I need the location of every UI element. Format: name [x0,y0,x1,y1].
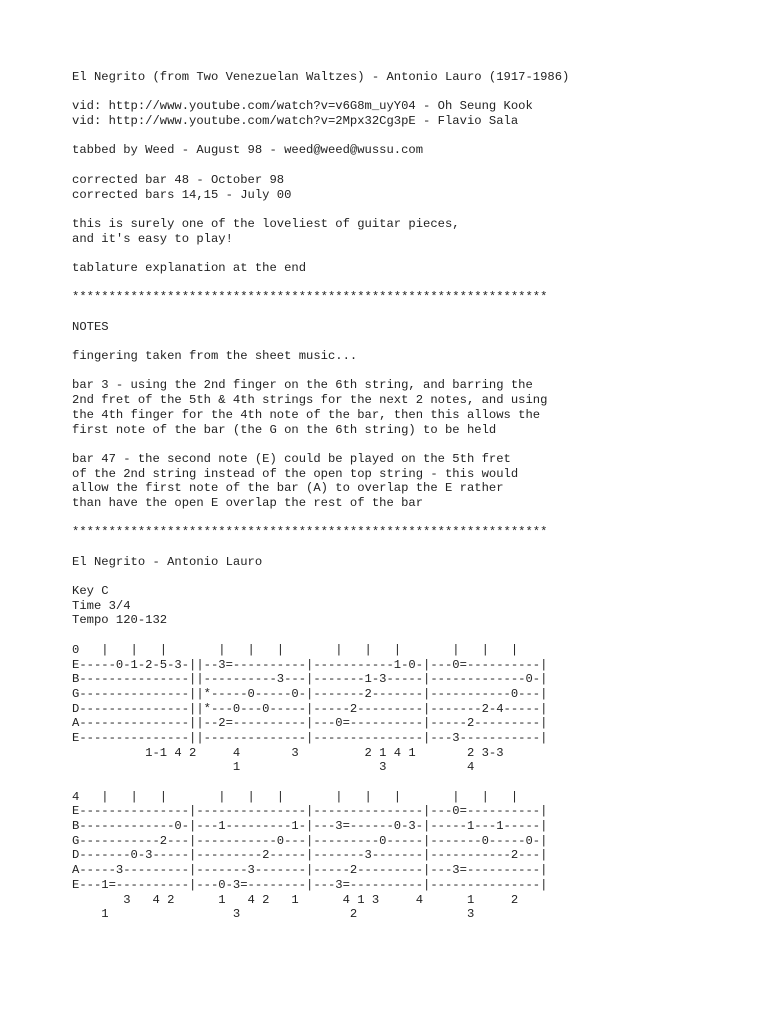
tab-string-line: D---------------||*---0---0-----|-----2---------|-------2-4-----| [72,701,548,716]
separator-line: ***************************************************************** [72,525,548,540]
blank-line [72,246,762,261]
bar3-note-line: 2nd fret of the 5th & 4th strings for the next 2 notes, and using [72,393,548,408]
bar3-note-line: the 4th finger for the 4th note of the bar, then this allows the [72,407,541,422]
blank-line [72,437,762,452]
tab-string-line: E-----0-1-2-5-3-||--3=----------|-----------1-0-|---0=----------| [72,657,548,672]
bar3-note-line: first note of the bar (the G on the 6th string) to be held [72,422,497,437]
tabbed-by-line: tabbed by Weed - August 98 - weed@weed@wussu.com [72,143,424,158]
tab-string-line: A---------------||--2=----------|---0=----------|-----2---------| [72,716,548,731]
tab-count-line: 0 | | | | | | | | | | | | [72,642,519,657]
explanation-note: tablature explanation at the end [72,260,307,275]
blank-line [72,85,762,100]
fingering-line: 3 4 2 1 4 2 1 4 1 3 4 1 2 [72,892,519,907]
blank-line [72,305,762,320]
fingering-line: 1 3 4 [72,760,475,775]
piece-title: El Negrito - Antonio Lauro [72,554,263,569]
tempo-line: Tempo 120-132 [72,613,168,628]
blank-line [72,540,762,555]
tab-count-line: 4 | | | | | | | | | | | | [72,789,519,804]
blank-line [72,511,762,526]
piece-full-title: El Negrito (from Two Venezuelan Waltzes) - Antonio Lauro (1917-1986) [72,70,570,84]
tab-string-line: A-----3---------|-------3-------|-----2---------|---3=----------| [72,863,548,878]
tab-string-line: G-----------2---|-----------0---|---------0-----|-------0-----0-| [72,833,548,848]
blank-line [72,775,762,790]
tab-string-line: E---------------|---------------|---------------|---0=----------| [72,804,548,819]
intro-line: this is surely one of the loveliest of guitar pieces, [72,216,460,231]
intro-line: and it's easy to play! [72,231,233,246]
tab-string-line: G---------------||*-----0-----0-|-------2-------|-----------0---| [72,686,548,701]
video-link-1: vid: http://www.youtube.com/watch?v=v6G8m_uyY04 - Oh Seung Kook [72,99,533,114]
blank-line [72,334,762,349]
correction-line: corrected bars 14,15 - July 00 [72,187,292,202]
notes-heading: NOTES [72,319,109,334]
key-line: Key C [72,584,109,599]
tab-string-line: E---1=----------|---0-3=--------|---3=----------|---------------| [72,877,548,892]
fingering-line: 1-1 4 2 4 3 2 1 4 1 2 3-3 [72,745,504,760]
bar47-note-line: of the 2nd string instead of the open top string - this would [72,466,519,481]
tab-string-line: E---------------||--------------|---------------|---3-----------| [72,730,548,745]
fingering-line: 1 3 2 3 [72,907,475,922]
tab-string-line: B-------------0-|---1---------1-|---3=------0-3-|-----1---1-----| [72,819,548,834]
bar47-note-line: allow the first note of the bar (A) to overlap the E rather [72,481,504,496]
blank-line [72,276,762,291]
tab-string-line: B---------------||----------3---|-------1-3-----|-------------0-| [72,672,548,687]
fingering-intro: fingering taken from the sheet music... [72,349,358,364]
tab-document [72,70,762,922]
blank-line [72,569,762,584]
bar47-note-line: than have the open E overlap the rest of the bar [72,495,424,510]
blank-line [72,129,762,144]
separator-line: ***************************************************************** [72,290,548,305]
video-link-2: vid: http://www.youtube.com/watch?v=2Mpx32Cg3pE - Flavio Sala [72,114,519,129]
correction-line: corrected bar 48 - October 98 [72,172,285,187]
time-signature-line: Time 3/4 [72,598,131,613]
blank-line [72,158,762,173]
blank-line [72,202,762,217]
bar3-note-line: bar 3 - using the 2nd finger on the 6th string, and barring the [72,378,533,393]
blank-line [72,364,762,379]
bar47-note-line: bar 47 - the second note (E) could be played on the 5th fret [72,451,511,466]
blank-line [72,628,762,643]
tab-string-line: D-------0-3-----|---------2-----|-------3-------|-----------2---| [72,848,548,863]
